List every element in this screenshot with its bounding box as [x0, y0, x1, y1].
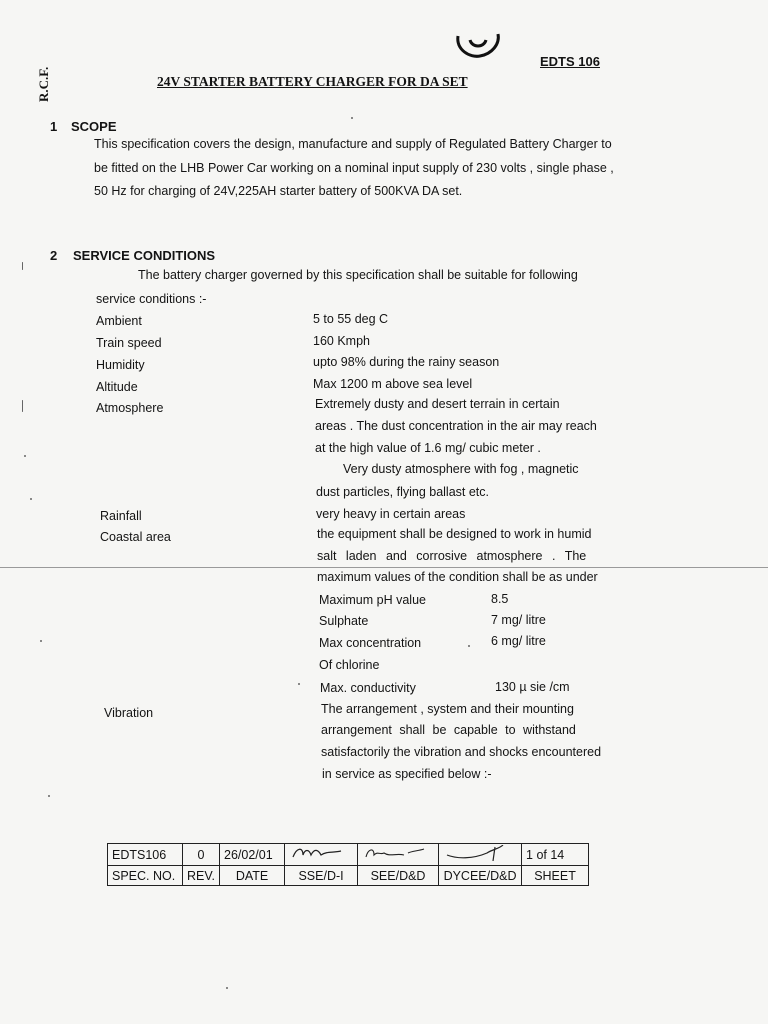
param-value: 6 mg/ litre [491, 634, 546, 648]
signature-table [107, 843, 589, 886]
date-value: 26/02/01 [220, 844, 285, 866]
condition-label: Ambient [96, 314, 142, 328]
condition-label: Humidity [96, 358, 145, 372]
section-heading-service: SERVICE CONDITIONS [73, 248, 216, 263]
rainfall-label: Rainfall [100, 509, 142, 523]
condition-label: Train speed [96, 336, 162, 350]
table-row [108, 844, 589, 866]
param-value: 8.5 [491, 592, 509, 606]
rev-header: REV. [183, 866, 220, 886]
param-name: Maximum pH value [319, 593, 426, 607]
param-name: Max. conductivity [320, 681, 416, 695]
vibration-line: arrangement shall be capable to withstand [321, 723, 576, 737]
coastal-label: Coastal area [100, 530, 171, 544]
coastal-line: salt laden and corrosive atmosphere . The [317, 549, 587, 563]
rainfall-value: very heavy in certain areas [316, 507, 466, 521]
doc-code: EDTS 106 [540, 54, 600, 69]
section-number-scope: 1 [50, 119, 58, 134]
spec-no-value: EDTS106 [108, 844, 183, 866]
coastal-line: the equipment shall be designed to work in humid [317, 527, 592, 541]
atmosphere-line: at the high value of 1.6 mg/ cubic meter . [315, 441, 541, 455]
signature-mark-icon [443, 845, 513, 861]
condition-value: Max 1200 m above sea level [313, 377, 473, 391]
condition-value: 5 to 55 deg C [313, 312, 389, 326]
date-header: DATE [220, 866, 285, 886]
service-intro-line2: service conditions :- [96, 292, 207, 306]
signature-mark-icon [362, 845, 430, 861]
sheet-value: 1 of 14 [522, 844, 589, 866]
vibration-label: Vibration [104, 706, 154, 720]
atmosphere-label: Atmosphere [96, 401, 164, 415]
signature-mark-icon [289, 845, 349, 861]
sheet-header: SHEET [522, 866, 589, 886]
vibration-line: The arrangement , system and their mounting [321, 702, 574, 716]
vibration-line: satisfactorily the vibration and shocks encountered [321, 745, 602, 759]
param-name: Of chlorine [319, 658, 380, 672]
param-value: 130 µ sie /cm [495, 680, 570, 694]
dycee-signature [439, 844, 522, 866]
sse-signature [285, 844, 358, 866]
condition-value: 160 Kmph [313, 334, 370, 348]
section-number-service: 2 [50, 248, 58, 263]
see-signature [358, 844, 439, 866]
rev-value: 0 [183, 844, 220, 866]
param-value: 7 mg/ litre [491, 613, 546, 627]
table-row [108, 866, 589, 886]
condition-label: Altitude [96, 380, 138, 394]
atmosphere-line: dust particles, flying ballast etc. [316, 485, 489, 499]
scope-paragraph: This specification covers the design, manufacture and supply of Regulated Battery Charger to be fitted on the LHB Power Car working on a nominal input supply of 230 volts , single phase , 50 Hz for charging of 24V,225AH starter battery of 500KVA DA set. [94, 137, 614, 198]
dycee-header: DYCEE/D&D [439, 866, 522, 886]
scan-divider [0, 567, 768, 568]
atmosphere-line: Extremely dusty and desert terrain in certain [315, 397, 560, 411]
coastal-line: maximum values of the condition shall be as under [317, 570, 598, 584]
condition-value: upto 98% during the rainy season [313, 355, 500, 369]
section-heading-scope: SCOPE [71, 119, 117, 134]
sse-header: SSE/D-I [285, 866, 358, 886]
see-header: SEE/D&D [358, 866, 439, 886]
service-intro-line1: The battery charger governed by this specification shall be suitable for following [138, 268, 578, 282]
param-name: Max concentration [319, 636, 422, 650]
rcf-logo-icon [452, 30, 504, 60]
page-title: 24V STARTER BATTERY CHARGER FOR DA SET [157, 74, 468, 89]
param-name: Sulphate [319, 614, 369, 628]
side-stamp: R.C.F. [36, 66, 51, 102]
atmosphere-line: areas . The dust concentration in the air may reach [315, 419, 597, 433]
atmosphere-line: Very dusty atmosphere with fog , magnetic [343, 462, 579, 476]
spec-no-header: SPEC. NO. [108, 866, 183, 886]
vibration-line: in service as specified below :- [322, 767, 492, 781]
